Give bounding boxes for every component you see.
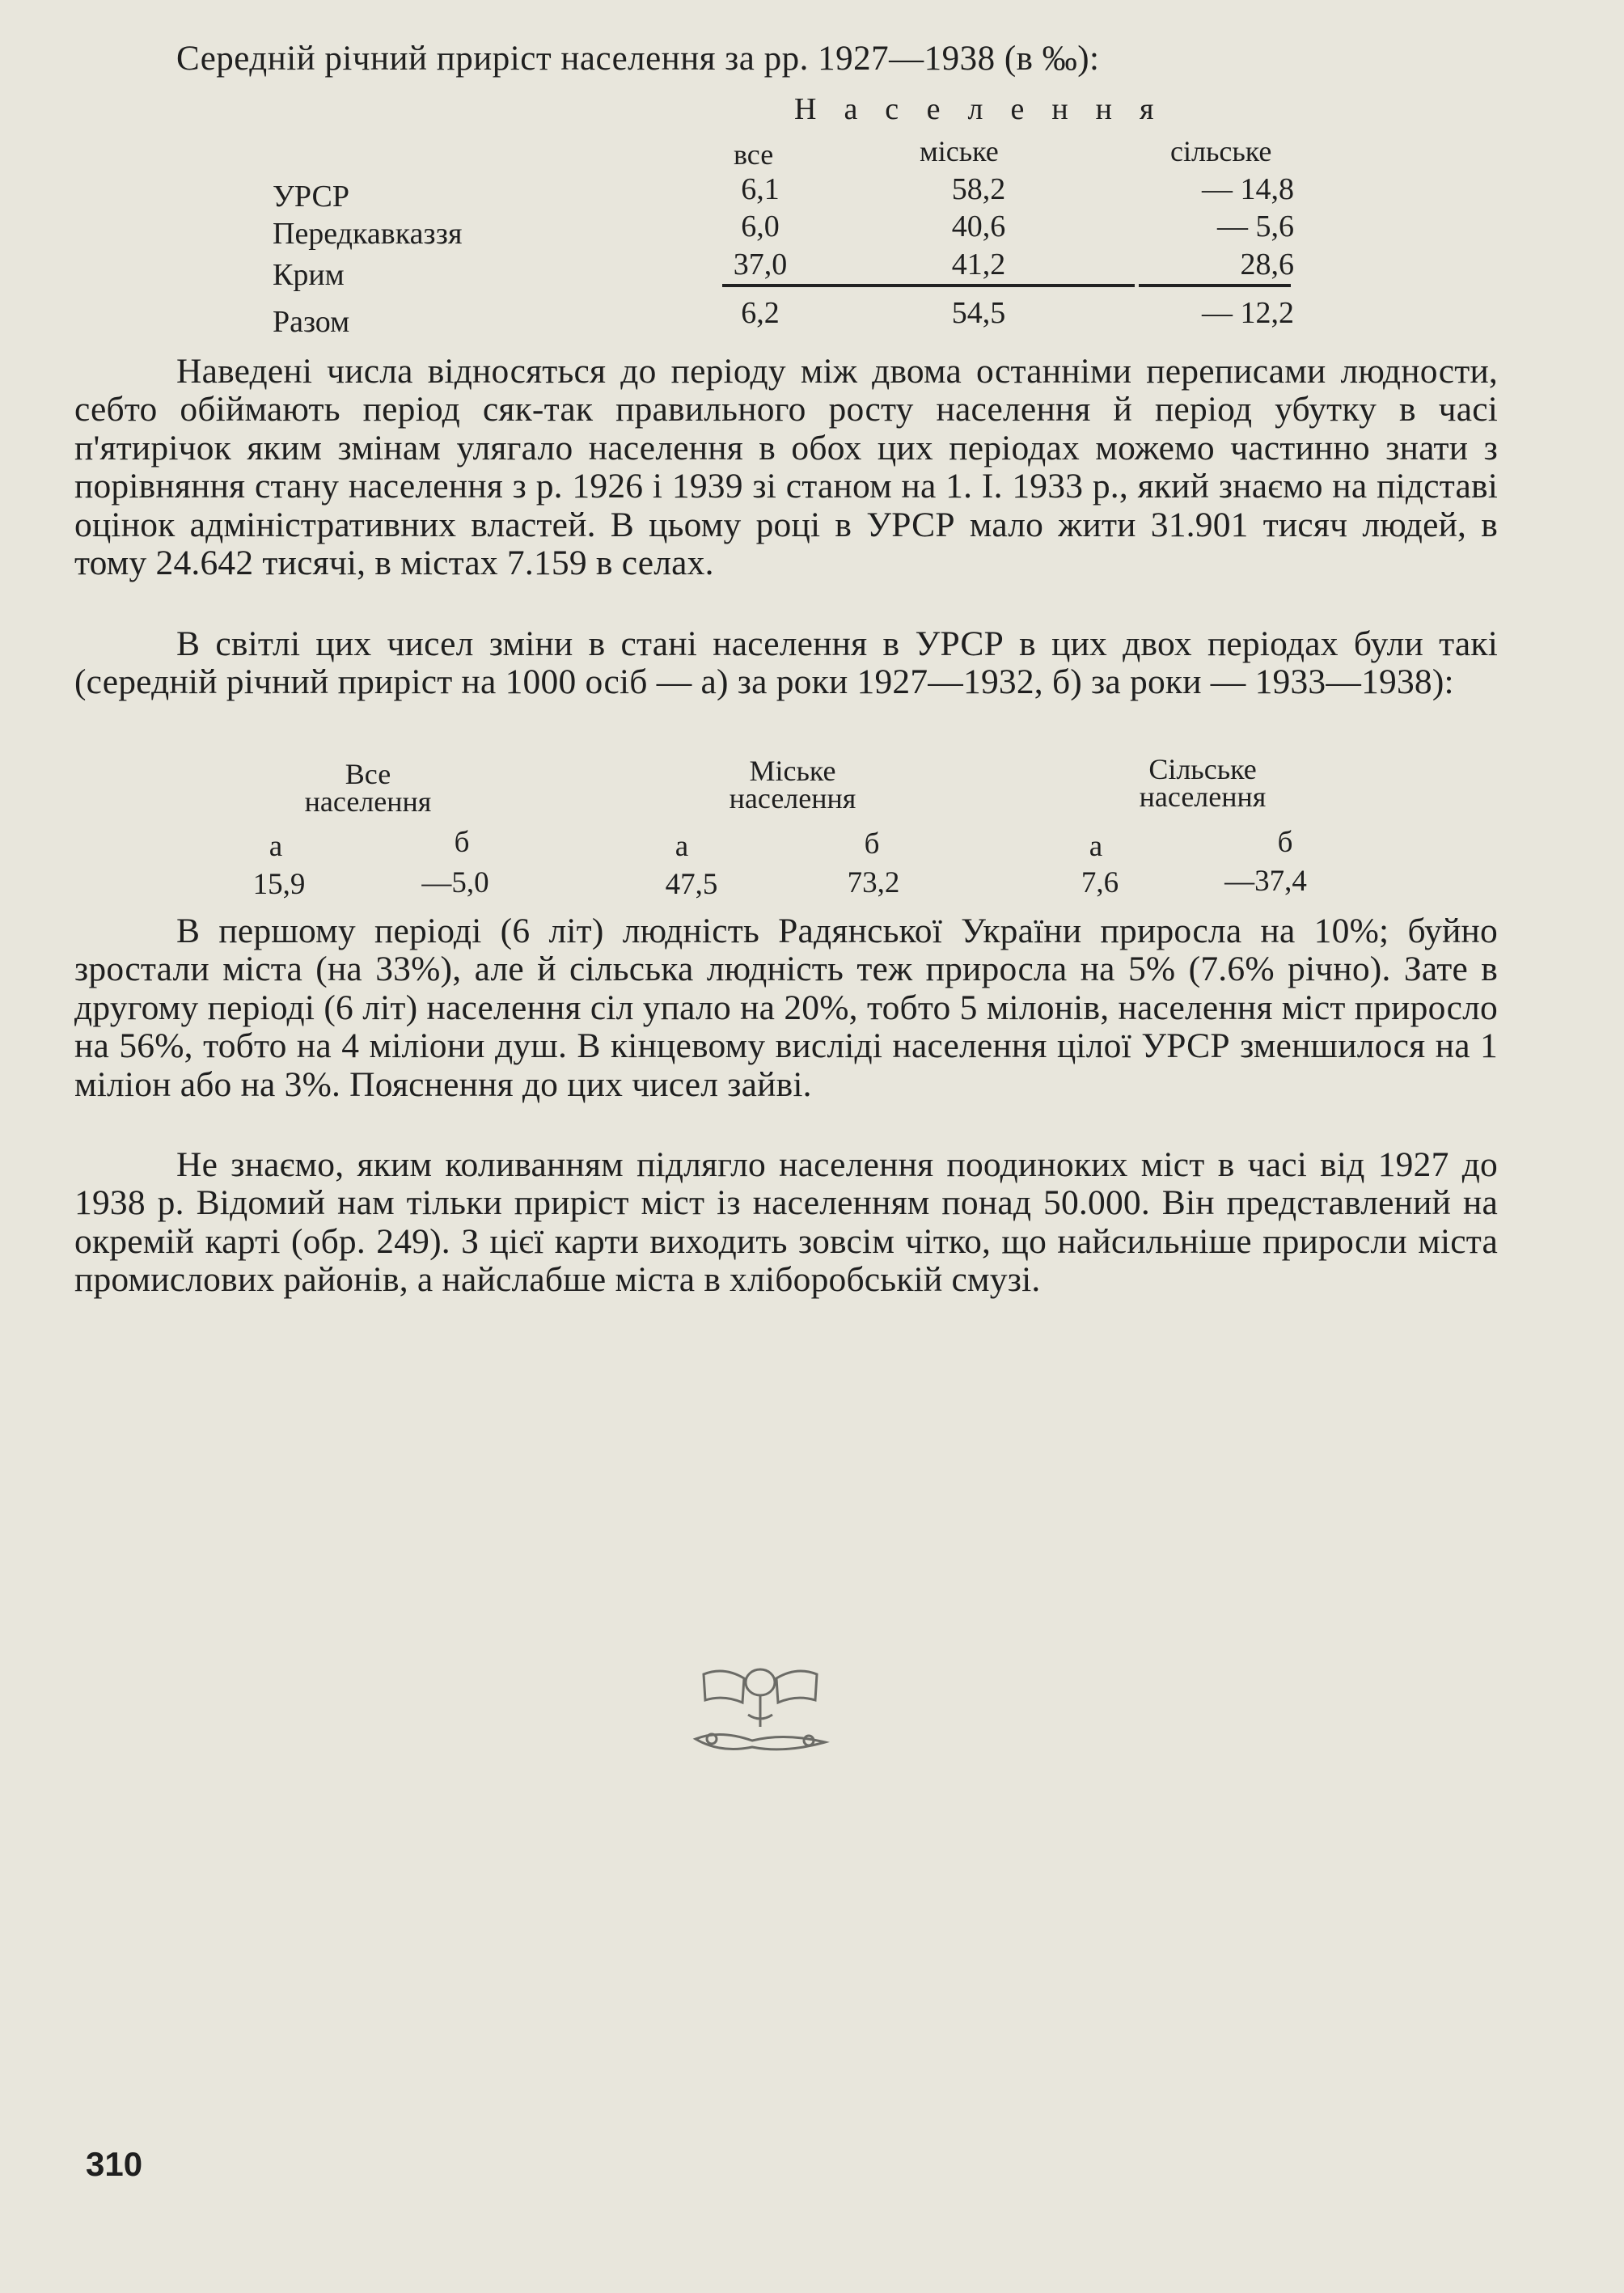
page-number: 310 (86, 2145, 143, 2183)
table2-value: —5,0 (421, 866, 489, 899)
table2-group-header (691, 757, 894, 812)
table1-row-label: Разом (273, 305, 350, 339)
table2-value: —37,4 (1224, 865, 1307, 898)
table2-header-line: Сільське (1148, 753, 1257, 785)
paragraph-1-text: Наведені числа відносяться до періоду між двома останніми переписами людности, себто обіймають період сяк-так правильного росту населення й період убутку в часі п'ятирічок яким змінам улягало населення в обох цих періодах можемо частинно знати з порівняння стану населення з р. 1926 і 1939 зі станом на 1. І. 1933 р., який знаємо на підставі оцінок адміністративних властей. В цьому році в УРСР мало жити 31.901 тисяч людей, в тому 24.642 тисячі, в містах 7.159 в селах. (74, 352, 1498, 583)
table1-cell: 6,0 (741, 209, 780, 243)
table1-sum-rule (1139, 284, 1291, 287)
table2-group-header (267, 758, 469, 818)
table1-cell: 41,2 (951, 247, 1006, 281)
table2-header-line: населення (1139, 781, 1267, 813)
table2-value: 73,2 (847, 866, 900, 899)
table1-col-all: все (734, 138, 774, 171)
table2-sub-a: а (675, 830, 689, 863)
ornament-vignette (687, 1658, 833, 1763)
table2-header-line: населення (729, 782, 856, 814)
table2-group-header (1102, 753, 1304, 813)
table2-sub-b: б (864, 827, 880, 861)
table1-cell: — 5,6 (1217, 209, 1294, 243)
table1-cell: 54,5 (951, 296, 1006, 330)
table2-header-line: населення (304, 785, 432, 818)
table2-value: 47,5 (665, 868, 718, 901)
table1-row-label: УРСР (273, 180, 349, 214)
table1-row-label: Крим (273, 258, 345, 292)
paragraph-3 (74, 912, 1498, 1104)
table1-col-rural: сільське (1170, 135, 1272, 167)
table1-title: Середній річний приріст населення за рр. 1927—1938 (в ‰): (176, 40, 1100, 78)
table2-sub-a: а (269, 830, 283, 863)
table1-cell: 6,2 (741, 296, 780, 330)
table1-cell: — 12,2 (1202, 296, 1294, 330)
table1-cell: 58,2 (951, 172, 1006, 206)
table2-sub-b: б (454, 826, 470, 859)
table1-row-label: Передкавказзя (273, 217, 463, 251)
table1-cell: 40,6 (951, 209, 1006, 243)
table1-cell: 6,1 (741, 172, 780, 206)
table2-header-line: Все (345, 758, 391, 790)
paragraph-3-text: В першому періоді (6 літ) людність Радянської України приросла на 10%; буйно зростали міста (на 33%), але й сільська людність теж приросла на 5% (7.6% річно). Зате в другому періоді (6 літ) населення сіл упало на 20%, тобто 5 мілонів, населення міст приросло на 56%, тобто на 4 міліони душ. В кінцевому висліді населення цілої УРСР зменшилося на 1 міліон або на 3%. Пояснення до цих чисел зайві. (74, 912, 1498, 1104)
table2-value: 7,6 (1081, 866, 1119, 899)
table1-col-urban: міське (920, 135, 999, 167)
table2-sub-a: а (1089, 830, 1103, 863)
table1-cell: — 14,8 (1202, 172, 1294, 206)
table2-header-line: Міське (749, 755, 836, 787)
table1-sum-rule (722, 284, 1135, 287)
table1-group-header: Населення (794, 92, 1182, 126)
paragraph-1 (74, 353, 1498, 582)
paragraph-4-text: Не знаємо, яким коливанням підлягло населення поодиноких міст в часі від 1927 до 1938 р. Відомий нам тільки приріст міст із населенням понад 50.000. Він представлений на окремій карті (обр. 249). З цієї карти виходить зовсім чітко, що найсильніше приросли міста промислових районів, а найслабше міста в хліборобській смузі. (74, 1145, 1498, 1300)
paragraph-4 (74, 1146, 1498, 1300)
table1-cell: 28,6 (1240, 247, 1294, 281)
table1-cell: 37,0 (733, 247, 788, 281)
table2-value: 15,9 (252, 868, 306, 901)
table2-sub-b: б (1277, 826, 1293, 859)
paragraph-2-text: В світлі цих чисел зміни в стані населення в УРСР в цих двох періодах були такі (середній річний приріст на 1000 осіб — а) за роки 1927—1932, б) за роки — 1933—1938): (74, 624, 1498, 702)
paragraph-2 (74, 625, 1498, 702)
